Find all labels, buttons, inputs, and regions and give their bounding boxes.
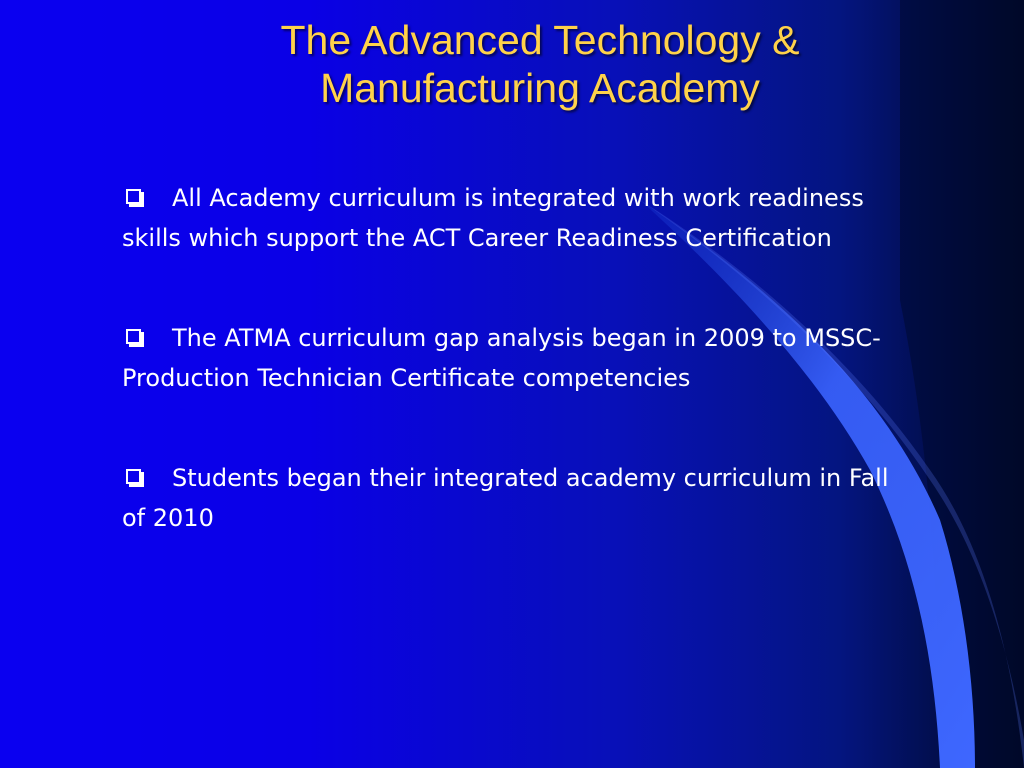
hollow-square-bullet-icon bbox=[126, 189, 141, 204]
bullet-text: All Academy curriculum is integrated with work readiness skills which support the ACT Career Readiness Certification bbox=[122, 184, 864, 252]
bullet-item bbox=[122, 178, 912, 258]
slide-title bbox=[150, 16, 930, 112]
hollow-square-bullet-icon bbox=[126, 329, 141, 344]
slide-title-line-2: Manufacturing Academy bbox=[320, 65, 760, 111]
hollow-square-bullet-icon bbox=[126, 469, 141, 484]
bullet-list bbox=[122, 178, 912, 598]
bullet-item bbox=[122, 318, 912, 398]
bullet-text: The ATMA curriculum gap analysis began in 2009 to MSSC-Production Technician Certificate competencies bbox=[122, 324, 881, 392]
bullet-text: Students began their integrated academy curriculum in Fall of 2010 bbox=[122, 464, 889, 532]
slide-title-line-1: The Advanced Technology & bbox=[280, 17, 800, 63]
bullet-item bbox=[122, 458, 912, 538]
